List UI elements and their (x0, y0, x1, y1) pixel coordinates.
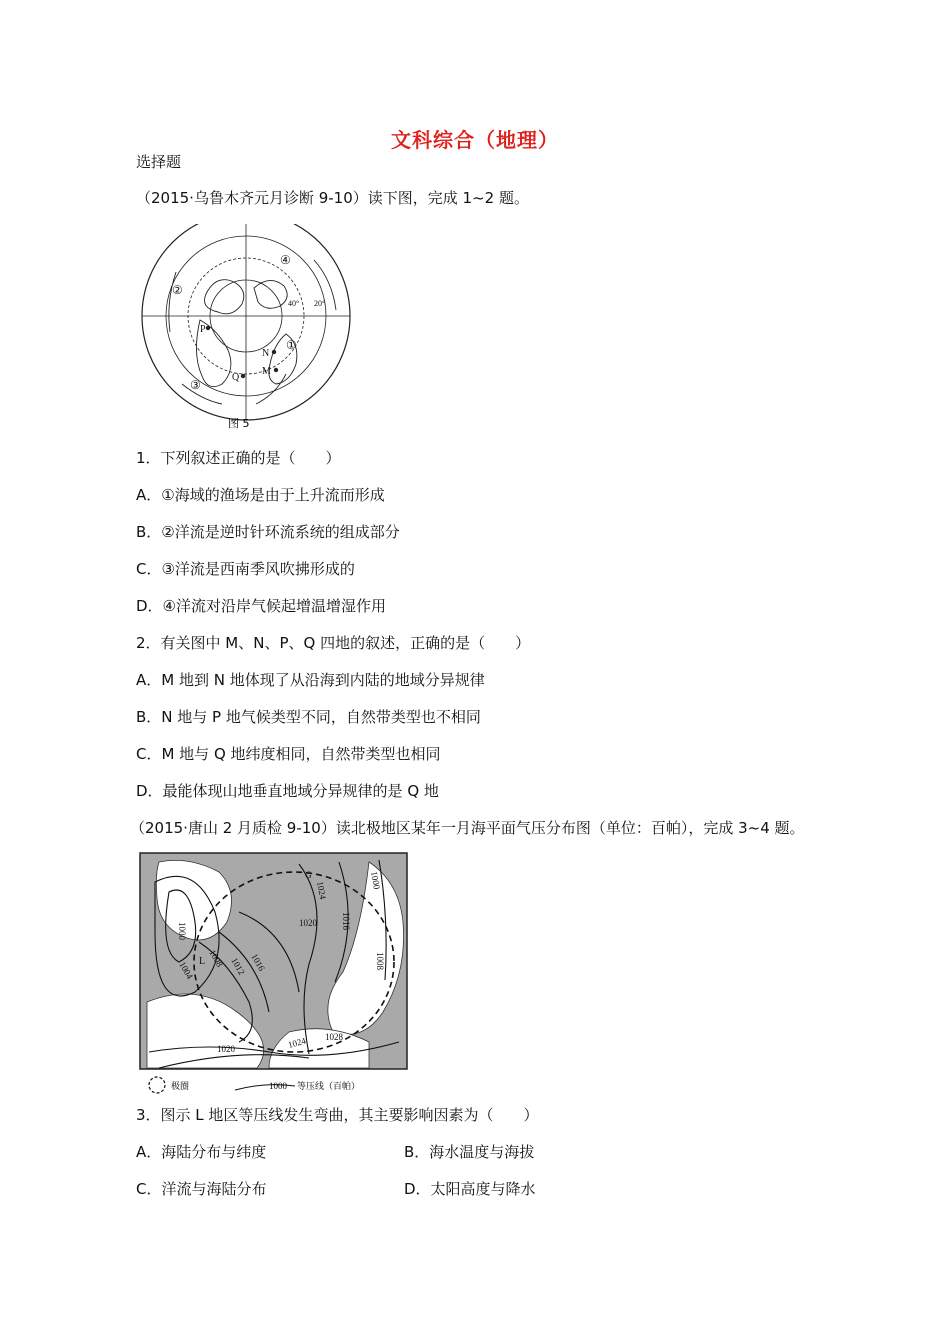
isobar-label-1024: 1024 (315, 880, 329, 901)
isobar-label-1020: 1020 (299, 918, 317, 928)
q1-option-b[interactable]: B．②洋流是逆时针环流系统的组成部分 (136, 523, 400, 541)
label-Q: Q (232, 372, 240, 383)
legend-arctic-circle-symbol (149, 1077, 165, 1093)
q2-option-b[interactable]: B．N 地与 P 地气候类型不同，自然带类型也不相同 (136, 708, 481, 726)
q3-option-b[interactable]: B．海水温度与海拔 (404, 1143, 535, 1161)
isobar-label-1012: 1012 (229, 956, 247, 977)
isobar-label-1008: 1008 (207, 948, 225, 969)
page-title: 文科综合（地理） (391, 128, 559, 152)
q2-option-d[interactable]: D．最能体现山地垂直地域分异规律的是 Q 地 (136, 782, 439, 800)
isobar-label-1004: 1004 (177, 960, 195, 981)
isobar-label-1028: 1028 (325, 1032, 343, 1042)
legend-isobar-label: 等压线（百帕） (297, 1082, 361, 1092)
label-G: G (305, 870, 312, 880)
figure1-caption: 图 5 (228, 417, 250, 429)
q1-option-c[interactable]: C．③洋流是西南季风吹拂形成的 (136, 560, 355, 578)
label-circle-4: ④ (280, 253, 291, 267)
figure-pressure-map (139, 852, 409, 1098)
legend-arctic-circle-label: 极圈 (171, 1082, 190, 1092)
pressure-map-graphic (139, 852, 409, 1098)
q3-option-c[interactable]: C．洋流与海陆分布 (136, 1180, 267, 1198)
label-lat-20: 20° (314, 299, 326, 308)
polar-map-graphic (136, 224, 356, 429)
section-heading: 选择题 (136, 153, 182, 171)
label-P: P (200, 324, 206, 335)
q2-option-c[interactable]: C．M 地与 Q 地纬度相同，自然带类型也相同 (136, 745, 441, 763)
label-circle-3: ③ (190, 378, 201, 392)
q1-stem: 1．下列叙述正确的是（ ） (136, 449, 341, 467)
q1-option-a[interactable]: A．①海域的渔场是由于上升流而形成 (136, 486, 385, 504)
label-M: M (262, 366, 271, 377)
q2-option-a[interactable]: A．M 地到 N 地体现了从沿海到内陆的地域分异规律 (136, 671, 485, 689)
q2-stem: 2．有关图中 M、N、P、Q 四地的叙述，正确的是（ ） (136, 634, 531, 652)
figure-polar-map (136, 224, 356, 429)
intro-text-2: （2015·唐山 2 月质检 9-10）读北极地区某年一月海平面气压分布图（单位：百帕），完成 3~4 题。 (130, 819, 805, 837)
label-circle-2: ② (172, 283, 183, 297)
intro-text-1: （2015·乌鲁木齐元月诊断 9-10）读下图，完成 1~2 题。 (136, 189, 529, 207)
label-lat-40: 40° (288, 299, 300, 308)
label-N: N (262, 348, 270, 359)
label-L: L (199, 956, 206, 967)
legend-isobar-value: 1000 (269, 1081, 287, 1091)
q1-option-d[interactable]: D．④洋流对沿岸气候起增温增湿作用 (136, 597, 386, 615)
isobar-label-1008-east: 1008 (375, 952, 385, 970)
isobar-label-1000-east: 1000 (369, 870, 383, 891)
isobar-label-1016-east: 1016 (341, 912, 351, 930)
isobar-label-1016: 1016 (249, 952, 267, 973)
isobar-label-1000: 1000 (177, 922, 187, 940)
label-circle-1: ① (286, 338, 297, 352)
isobar-label-1020-south: 1020 (217, 1044, 235, 1054)
isobar-label-1024-south: 1024 (286, 1035, 307, 1050)
q3-option-d[interactable]: D．太阳高度与降水 (404, 1180, 536, 1198)
q3-stem: 3．图示 L 地区等压线发生弯曲，其主要影响因素为（ ） (136, 1106, 539, 1124)
q3-option-a[interactable]: A．海陆分布与纬度 (136, 1143, 267, 1161)
